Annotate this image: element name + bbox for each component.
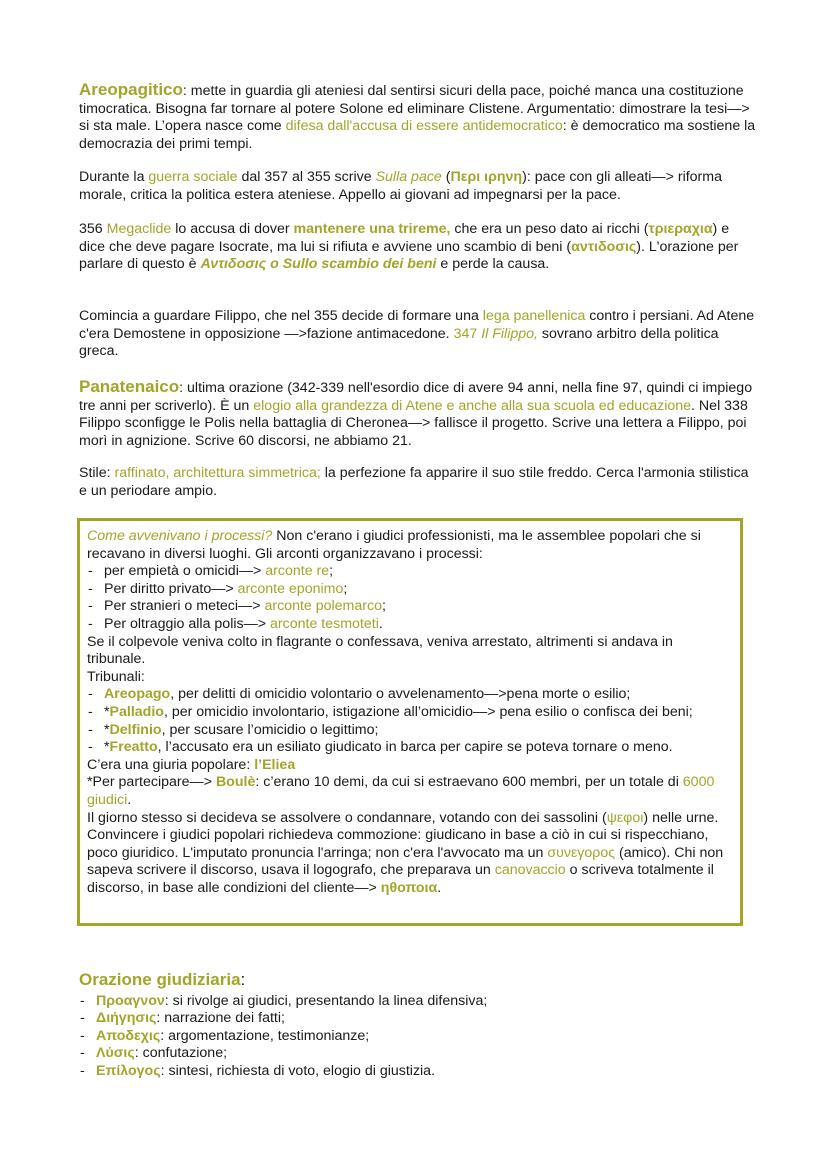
eliea-text: C’era una giuria popolare: l’Eliea xyxy=(87,756,296,773)
text: : è democratico ma sostiene la democrazia dei primi tempi. xyxy=(79,118,756,152)
flagrante-text: Se il colpevole veniva colto in flagrante o confessava, veniva arrestato, altrimenti si andava in tribunale. xyxy=(87,633,673,668)
highlight: mantenere una trireme, xyxy=(293,221,451,237)
list-item: - Per diritto privato—> arconte eponimo; xyxy=(87,581,735,599)
tribunali-label: Tribunali: xyxy=(87,668,145,685)
text: sovrano arbitro della politica greca. xyxy=(79,325,719,360)
highlight: raffinato, architettura simmetrica; xyxy=(114,465,321,481)
text: contro i persiani. Ad Atene c'era Demostene in opposizione —>fazione antimacedone. xyxy=(79,308,755,342)
text: ): pace con gli alleati—> riforma morale, critica la politica estera ateniese. Appello ai giovani ad impegnarsi per la pace. xyxy=(79,169,722,203)
text: Comincia a guardare Filippo, che nel 355 decide di formare una xyxy=(79,308,483,324)
paragraph-areopagitico xyxy=(79,81,759,153)
list-item: - *Palladio, per omicidio involontario, istigazione all’omicidio—> pena esilio o confisca dei beni; xyxy=(87,704,735,722)
text: lo accusa di dover xyxy=(171,221,294,237)
highlight: Il Filippo, xyxy=(481,325,538,342)
text: che era un peso dato ai ricchi ( xyxy=(450,221,649,237)
orazione-section xyxy=(79,971,759,1081)
text: Durante la xyxy=(79,169,149,185)
box-question: Come avvenivano i processi? xyxy=(87,528,273,544)
list-item: - per empietà o omicidi—> arconte re; xyxy=(87,563,735,581)
list-item: - Επίλογος: sintesi, richiesta di voto, elogio di giustizia. xyxy=(79,1063,759,1081)
boule-text: *Per partecipare—> Boulè: c’erano 10 demi, da cui si estraevano 600 membri, per un totale di 6000 giudici. xyxy=(87,774,715,808)
text: e perde la causa. xyxy=(436,256,550,273)
highlight: Megaclide xyxy=(106,221,172,237)
paragraph-sulla-pace xyxy=(79,169,759,204)
text: . Nel 338 Filippo sconfigge le Polis nella battaglia di Cheronea—> fallisce il progetto. Scrive una lettera a Filippo, poi morì in agnizione. Scrive 60 discorsi, ne abbiamo 21. xyxy=(79,397,748,449)
heading-areopagitico: Areopagitico xyxy=(79,80,183,99)
highlight: elogio alla grandezza di Atene e anche alla sua scuola ed educazione xyxy=(253,397,692,414)
list-item: - Λύσις: confutazione; xyxy=(79,1045,759,1063)
convincere-text: Convincere i giudici popolari richiedeva commozione: giudicano in base a ciò in cui si rispecchiano, poco giuridico. L'imputato pronuncia l'arringa; non c'era l'avvocato ma un συνεγορος (amico). Chi non sapeva scrivere il discorso, usava il logografo, che preparava un canovaccio o scriveva totalmente il discorso, in base alle condizioni del cliente—> ηθοποια. xyxy=(87,827,724,896)
text: ( xyxy=(441,169,451,185)
highlight: Αντιδοσις o Sullo scambio dei beni xyxy=(200,256,437,273)
arconti-list xyxy=(87,563,735,633)
voto-text: Il giorno stesso si decideva se assolvere o condannare, votando con dei sassolini (ψεφοι) nelle urne. xyxy=(87,809,719,826)
highlight-greek: αντιδοσις xyxy=(571,238,637,255)
text: Non c'erano i giudici professionisti, ma le assemblee popolari che si recavano in diversi luoghi. Gli arconti organizzavano i processi: xyxy=(87,528,701,562)
highlight: guerra sociale xyxy=(148,169,238,185)
box-intro xyxy=(87,528,735,563)
list-item: - Προαγνον: si rivolge ai giudici, presentando la linea difensiva; xyxy=(79,993,759,1011)
highlight-greek: τριεραχια xyxy=(648,221,713,237)
text: : mette in guardia gli ateniesi dal sentirsi sicuri della pace, poiché manca una costituzione timocratica. Bisogna far tornare al potere Solone ed eliminare Clistene. Argumentatio: dimostrare la tesi—> si sta male. L’opera nasce come xyxy=(79,83,750,135)
paragraph-stile xyxy=(79,465,759,500)
highlight: 347 xyxy=(453,325,482,342)
highlight: difesa dall'accusa di essere antidemocratico xyxy=(285,118,563,135)
highlight: lega panellenica xyxy=(482,308,586,324)
list-item: - *Delfinio, per scusare l’omicidio o legittimo; xyxy=(87,722,735,740)
list-item: - Areopago, per delitti di omicidio volontario o avvelenamento—>pena morte o esilio; xyxy=(87,686,735,704)
text: ) e dice che deve pagare Isocrate, ma lui si rifiuta e avviene uno scambio di beni ( xyxy=(79,221,730,255)
text: 356 xyxy=(79,221,107,237)
list-item: - Per oltraggio alla polis—> arconte tesmoteti. xyxy=(87,616,735,634)
paragraph-antidosis xyxy=(79,221,759,274)
orazione-heading: Orazione giudiziaria: xyxy=(79,970,246,989)
paragraph-panatenaico xyxy=(79,378,759,450)
highlight: Sulla pace xyxy=(375,169,442,185)
orazione-parts-list xyxy=(79,993,759,1081)
text: : ultima orazione (342-339 nell'esordio dice di avere 94 anni, nella fine 97, quindi ci impiego tre anni per scriverlo). È un xyxy=(79,380,753,414)
text: ). L'orazione per parlare di questo è xyxy=(79,238,739,273)
heading-panatenaico: Panatenaico xyxy=(79,377,180,396)
heading-orazione: Orazione giudiziaria xyxy=(79,970,241,989)
list-item: - Αποδεχις: argomentazione, testimonianze; xyxy=(79,1028,759,1046)
tribunali-list xyxy=(87,686,735,756)
list-item: - *Freatto, l’accusato era un esiliato giudicato in barca per capire se poteva tornare o meno. xyxy=(87,739,735,757)
processi-box xyxy=(87,528,735,897)
text: la perfezione fa apparire il suo stile freddo. Cerca l'armonia stilistica e un periodare ampio. xyxy=(79,465,749,499)
list-item: - Διήγησις: narrazione dei fatti; xyxy=(79,1010,759,1028)
highlight-greek: Περι ιρηνη xyxy=(450,169,523,185)
text: dal 357 al 355 scrive xyxy=(237,169,376,185)
paragraph-filippo xyxy=(79,308,759,361)
text: Stile: xyxy=(79,465,115,481)
list-item: - Per stranieri o meteci—> arconte polemarco; xyxy=(87,598,735,616)
